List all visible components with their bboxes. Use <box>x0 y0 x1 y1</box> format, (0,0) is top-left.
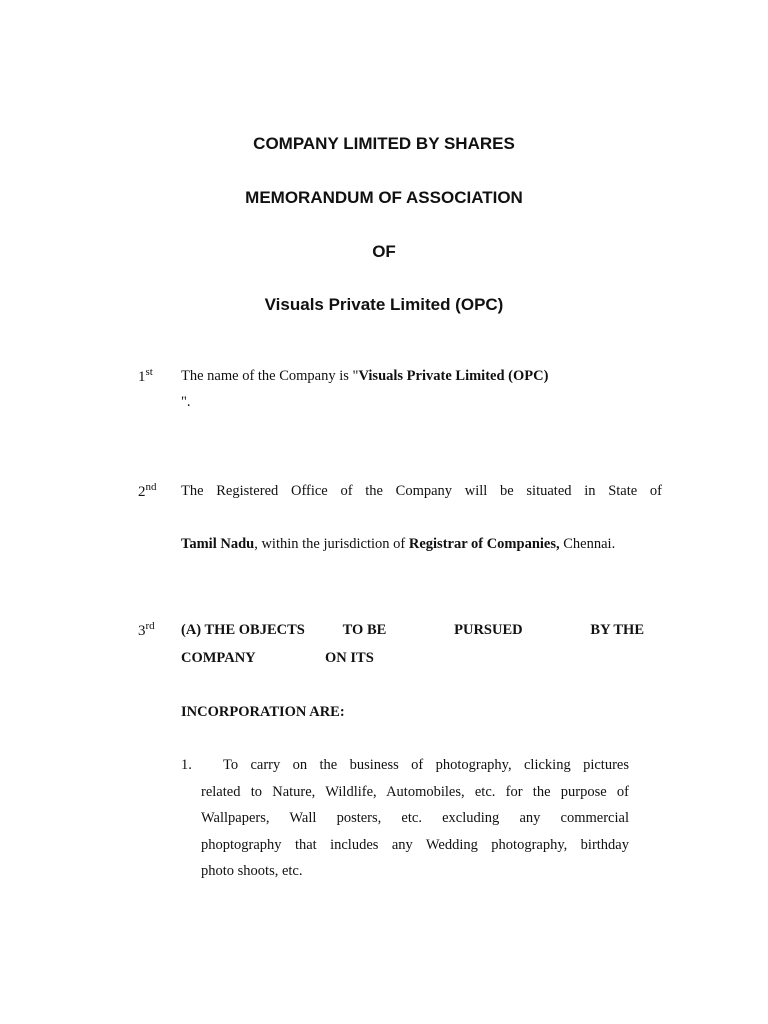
objects-heading-incorporation: INCORPORATION ARE: <box>181 704 345 720</box>
object-item-1-line: related to Nature, Wildlife, Automobiles, etc. for the purpose of <box>201 783 629 800</box>
object-item-text: To carry on the business of photography, clicking pictures <box>223 757 629 773</box>
registrar-bold: Registrar of Companies, <box>408 536 560 552</box>
objects-heading-company: COMPANY <box>181 650 256 666</box>
clause-1-text: The name of the Company is "Visuals Private Limited (OPC) <box>181 368 549 384</box>
clause-2-line-2: Tamil Nadu, within the jurisdiction of Registrar of Companies, Chennai. <box>181 536 616 552</box>
state-bold: Tamil Nadu <box>181 536 255 552</box>
clause-number-1: 1st <box>138 366 153 385</box>
objects-heading-part: TO BE <box>342 622 387 638</box>
object-item-1-number: 1. <box>181 757 192 773</box>
clause-number-3: 3rd <box>138 620 155 639</box>
heading-of: OF <box>372 242 396 261</box>
clause-2-line-1: The Registered Office of the Company will be situated in State of <box>181 483 662 499</box>
object-item-1 <box>181 752 629 885</box>
heading-company-type: COMPANY LIMITED BY SHARES <box>253 134 515 153</box>
heading-company-name: Visuals Private Limited (OPC) <box>264 295 504 314</box>
objects-heading-row-1 <box>181 622 644 639</box>
object-item-1-line: photo shoots, etc. <box>201 863 303 879</box>
company-name-bold: Visuals Private Limited (OPC) <box>358 368 549 384</box>
objects-heading-part: PURSUED <box>454 622 523 638</box>
objects-heading-part: (A) THE OBJECTS <box>181 622 305 638</box>
clause-number-2: 2nd <box>138 481 157 500</box>
objects-heading-part: BY THE <box>590 622 644 638</box>
objects-heading-on-its: ON ITS <box>325 650 374 666</box>
object-item-1-line <box>181 752 629 779</box>
object-item-1-line: Wallpapers, Wall posters, etc. excluding any commercial <box>201 810 629 826</box>
object-item-1-line: phoptography that includes any Wedding photography, birthday <box>201 836 629 853</box>
clause-1-text-end: ". <box>181 394 191 410</box>
heading-memorandum: MEMORANDUM OF ASSOCIATION <box>245 188 523 207</box>
